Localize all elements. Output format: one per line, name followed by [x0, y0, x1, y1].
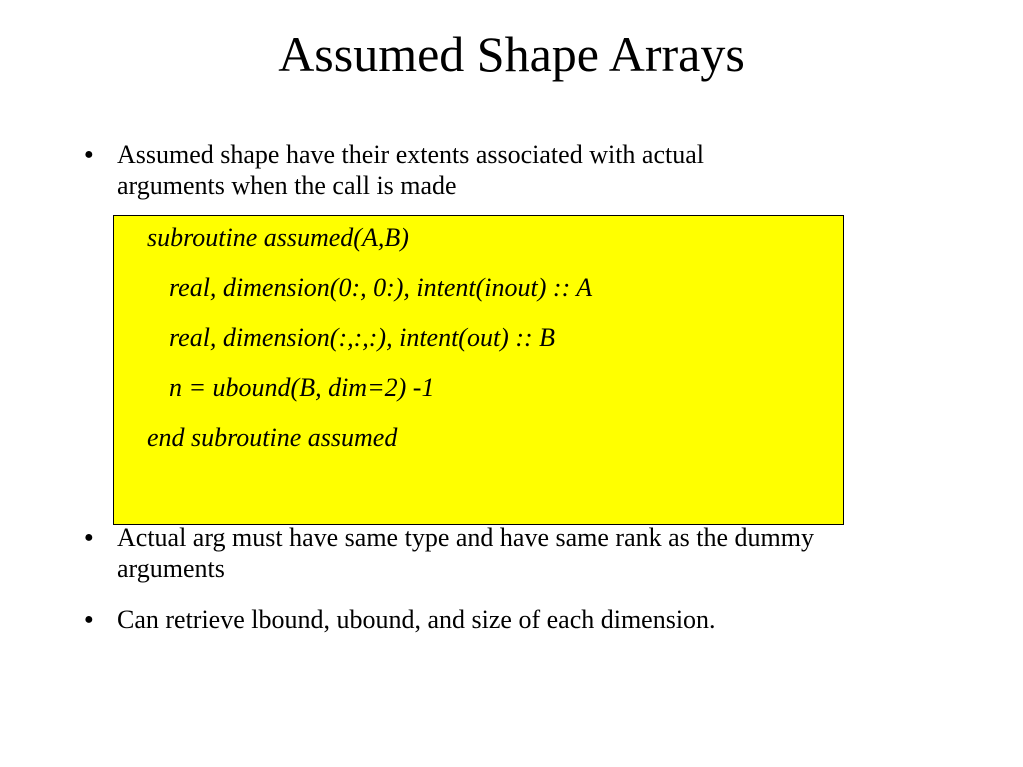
bullet-line: Actual arg must have same type and have same rank as the dummy [117, 523, 814, 552]
bullet-text [117, 604, 997, 635]
bullet-line: Assumed shape have their extents associated with actual [117, 140, 704, 169]
slide-title: Assumed Shape Arrays [278, 26, 745, 82]
bullet-line: Can retrieve lbound, ubound, and size of each dimension. [117, 605, 716, 634]
code-box [113, 215, 844, 525]
bullet-dot-icon: ● [84, 611, 94, 628]
bullet-line: arguments when the call is made [117, 171, 457, 200]
bullet-line: arguments [117, 554, 225, 583]
bullet-text [117, 139, 997, 201]
bullet-text [117, 522, 997, 584]
bullet-dot-icon: ● [84, 146, 94, 163]
code-line: end subroutine assumed [147, 423, 398, 452]
code-line: n = ubound(B, dim=2) -1 [169, 373, 435, 402]
code-line: subroutine assumed(A,B) [147, 223, 409, 252]
code-line: real, dimension(:,:,:), intent(out) :: B [169, 323, 556, 352]
code-line: real, dimension(0:, 0:), intent(inout) :: A [169, 273, 593, 302]
bullet-dot-icon: ● [84, 529, 94, 546]
